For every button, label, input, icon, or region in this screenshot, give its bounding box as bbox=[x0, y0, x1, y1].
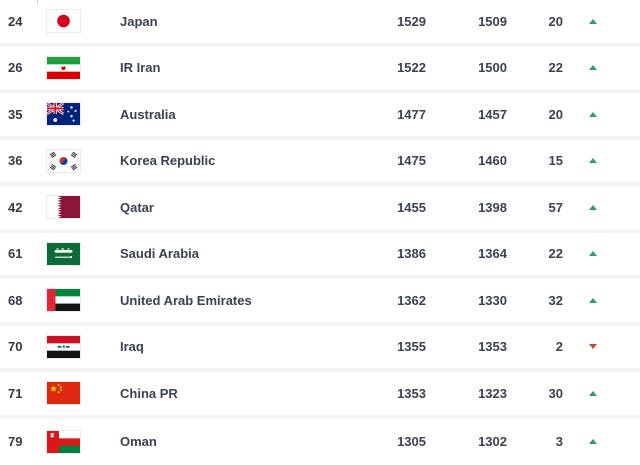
points-change: 20 bbox=[548, 13, 563, 29]
points-change: 22 bbox=[548, 60, 563, 76]
iran-flag-icon bbox=[47, 57, 80, 79]
total-points: 1475 bbox=[397, 153, 426, 169]
trend-up-icon bbox=[589, 158, 597, 163]
previous-points: 1460 bbox=[478, 153, 507, 169]
points-change: 2 bbox=[555, 339, 563, 355]
japan-flag-icon bbox=[47, 10, 80, 32]
rank-number: 70 bbox=[8, 339, 23, 355]
china-flag-icon bbox=[47, 382, 80, 404]
korea-flag-icon bbox=[47, 150, 80, 172]
rank-number: 71 bbox=[8, 385, 23, 401]
points-change: 30 bbox=[548, 385, 563, 401]
trend-up-icon bbox=[589, 205, 597, 210]
points-change: 57 bbox=[548, 199, 563, 215]
trend-up-icon bbox=[589, 112, 597, 117]
trend-up-icon bbox=[589, 439, 597, 444]
points-change: 15 bbox=[548, 153, 563, 169]
australia-flag-icon bbox=[47, 103, 80, 125]
trend-down-icon bbox=[589, 344, 597, 349]
rank-number: 26 bbox=[8, 60, 23, 76]
previous-points: 1509 bbox=[478, 13, 507, 29]
previous-points: 1330 bbox=[478, 292, 507, 308]
table-row-japan[interactable] bbox=[0, 0, 640, 47]
country-name: United Arab Emirates bbox=[120, 292, 252, 308]
table-row-qatar[interactable] bbox=[0, 186, 640, 233]
qatar-flag-icon bbox=[47, 196, 80, 218]
total-points: 1305 bbox=[397, 434, 426, 450]
column-divider-remnant bbox=[37, 0, 38, 5]
total-points: 1522 bbox=[397, 60, 426, 76]
points-change: 32 bbox=[548, 292, 563, 308]
rank-number: 24 bbox=[8, 13, 23, 29]
table-row-saudi-arabia[interactable] bbox=[0, 233, 640, 280]
previous-points: 1353 bbox=[478, 339, 507, 355]
previous-points: 1323 bbox=[478, 385, 507, 401]
country-name: IR Iran bbox=[120, 60, 161, 76]
total-points: 1477 bbox=[397, 106, 426, 122]
rank-number: 42 bbox=[8, 199, 23, 215]
trend-up-icon bbox=[589, 65, 597, 70]
previous-points: 1398 bbox=[478, 199, 507, 215]
table-row-ir-iran[interactable] bbox=[0, 47, 640, 94]
table-row-uae[interactable] bbox=[0, 279, 640, 326]
rank-number: 68 bbox=[8, 292, 23, 308]
oman-flag-icon bbox=[47, 431, 80, 453]
country-name: Qatar bbox=[120, 199, 154, 215]
country-name: Korea Republic bbox=[120, 153, 216, 169]
uae-flag-icon bbox=[47, 289, 80, 311]
table-row-china-pr[interactable] bbox=[0, 372, 640, 419]
iraq-flag-icon bbox=[47, 336, 80, 358]
trend-up-icon bbox=[589, 19, 597, 24]
country-name: Saudi Arabia bbox=[120, 246, 199, 262]
rank-number: 79 bbox=[8, 434, 23, 450]
country-name: China PR bbox=[120, 385, 178, 401]
previous-points: 1500 bbox=[478, 60, 507, 76]
previous-points: 1302 bbox=[478, 434, 507, 450]
trend-up-icon bbox=[589, 391, 597, 396]
points-change: 20 bbox=[548, 106, 563, 122]
rank-number: 35 bbox=[8, 106, 23, 122]
rank-number: 36 bbox=[8, 153, 23, 169]
total-points: 1362 bbox=[397, 292, 426, 308]
table-row-iraq[interactable] bbox=[0, 326, 640, 373]
total-points: 1353 bbox=[397, 385, 426, 401]
country-name: Oman bbox=[120, 434, 157, 450]
table-row-oman[interactable] bbox=[0, 419, 640, 465]
trend-up-icon bbox=[589, 298, 597, 303]
previous-points: 1457 bbox=[478, 106, 507, 122]
trend-up-icon bbox=[589, 251, 597, 256]
rank-number: 61 bbox=[8, 246, 23, 262]
table-row-korea-republic[interactable] bbox=[0, 140, 640, 187]
country-name: Iraq bbox=[120, 339, 144, 355]
total-points: 1355 bbox=[397, 339, 426, 355]
saudi-arabia-flag-icon bbox=[47, 243, 80, 265]
previous-points: 1364 bbox=[478, 246, 507, 262]
points-change: 22 bbox=[548, 246, 563, 262]
points-change: 3 bbox=[555, 434, 563, 450]
total-points: 1455 bbox=[397, 199, 426, 215]
table-row-australia[interactable] bbox=[0, 93, 640, 140]
country-name: Australia bbox=[120, 106, 176, 122]
total-points: 1529 bbox=[397, 13, 426, 29]
country-name: Japan bbox=[120, 13, 158, 29]
total-points: 1386 bbox=[397, 246, 426, 262]
